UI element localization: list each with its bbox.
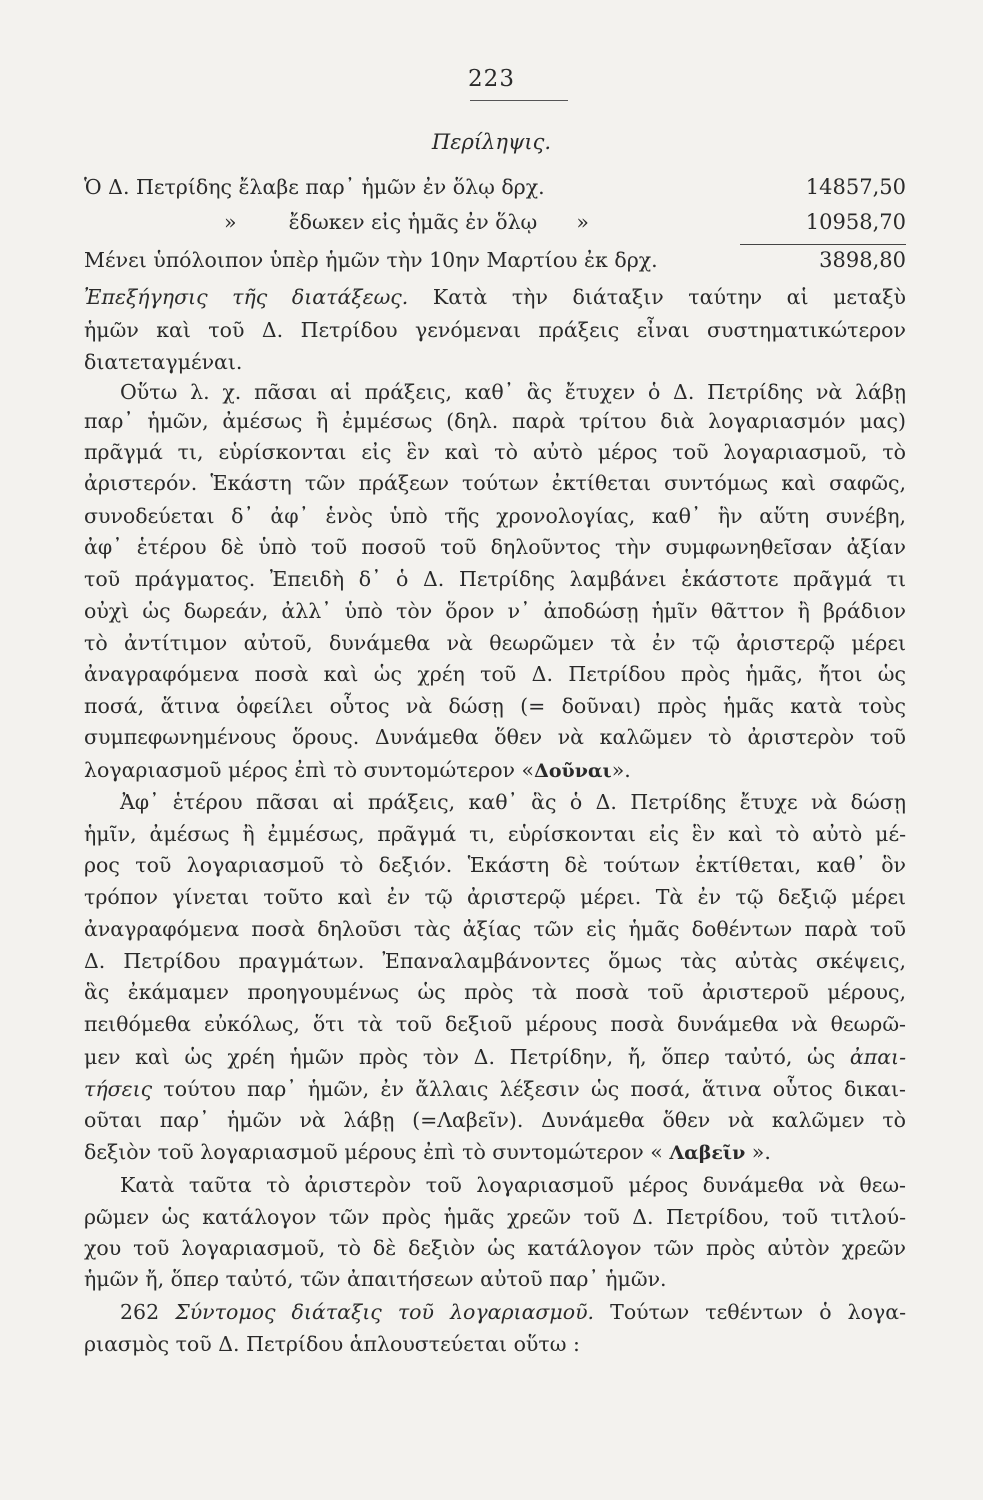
text-line: Ἀφ᾽ ἑτέρου πᾶσαι αἱ πράξεις, καθ᾽ ἃς ὁ Δ. Πετρίδης ἔτυχε νὰ δώσῃ [120,790,906,814]
text-line: συνοδεύεται δ᾽ ἀφ᾽ ἑνὸς ὑπὸ τῆς χρονολογίας, καθ᾽ ἣν αὕτη συνέβη, [84,504,906,528]
term-dounai: Δοῦναι [534,760,612,782]
summary-row-received [84,170,906,204]
summary-label: Μένει ὑπόλοιπον ὑπὲρ ἡμῶν τὴν 10ην Μαρτίου ἐκ δρχ. [84,248,658,272]
text-line: ἡμῶν ἤ, ὅπερ ταὐτό, τῶν ἀπαιτήσεων αὐτοῦ παρ᾽ ἡμῶν. [84,1267,667,1291]
text-line: τοῦ πράγματος. Ἐπειδὴ δ᾽ ὁ Δ. Πετρίδης λαμβάνει ἑκάστοτε πρᾶγμά τι [84,567,906,591]
text-line: ἡμῶν καὶ τοῦ Δ. Πετρίδου γενόμεναι πράξεις εἶναι συστηματικώτερον [84,318,906,342]
text-line: πρᾶγμά τι, εὑρίσκονται εἰς ἓν καὶ τὸ αὐτὸ μέρος τοῦ λογαριασμοῦ, τὸ [84,440,906,464]
summary-amount: 3898,80 [819,248,906,272]
summary-amount: 14857,50 [805,175,906,199]
summary-label: Ὁ Δ. Πετρίδης ἔλαβε παρ᾽ ἡμῶν ἐν ὅλῳ δρχ. [84,175,545,199]
text-line: μεν καὶ ὡς χρέη ἡμῶν πρὸς τὸν Δ. Πετρίδην, ἤ, ὅπερ ταὐτό, ὡς ἀπαι- [84,1045,906,1069]
text-line: Δ. Πετρίδου πραγμάτων. Ἐπαναλαμβάνοντες ὅμως τὰς αὐτὰς σκέψεις, [84,949,906,973]
text-line: ποσά, ἅτινα ὀφείλει οὗτος νὰ δώσῃ (= δοῦναι) πρὸς ἡμᾶς κατὰ τοὺς [84,694,906,718]
text-line: τήσεις τούτου παρ᾽ ἡμῶν, ἐν ἄλλαις λέξεσιν ὡς ποσά, ἅτινα οὗτος δικαι- [84,1077,906,1101]
text-line: ἀναγραφόμενα ποσὰ δηλοῦσι τὰς ἀξίας τῶν εἰς ἡμᾶς δοθέντων παρὰ τοῦ [84,917,906,941]
text-line: τρόπον γίνεται τοῦτο καὶ ἐν τῷ ἀριστερῷ μέρει. Τὰ ἐν τῷ δεξιῷ μέρει [84,885,906,909]
text-line: οῦται παρ᾽ ἡμῶν νὰ λάβῃ (=Λαβεῖν). Δυνάμεθα ὅθεν νὰ καλῶμεν τὸ [84,1108,906,1132]
text-line: συμπεφωνημένους ὅρους. Δυνάμεθα ὅθεν νὰ καλῶμεν τὸ ἀριστερὸν τοῦ [84,725,906,749]
page-number: 223 [468,66,515,92]
text-line: παρ᾽ ἡμῶν, ἀμέσως ἢ ἐμμέσως (δηλ. παρὰ τρίτου διὰ λογαριασμόν μας) [84,409,906,433]
text-line: Οὕτω λ. χ. πᾶσαι αἱ πράξεις, καθ᾽ ἃς ἔτυχεν ὁ Δ. Πετρίδης νὰ λάβῃ [120,380,906,404]
text-line: 262 Σύντομος διάταξις τοῦ λογαριασμοῦ. Τούτων τεθέντων ὁ λογα- [120,1300,906,1324]
text-line: ριασμὸς τοῦ Δ. Πετρίδου ἁπλουστεύεται οὕτω : [84,1332,580,1356]
text-line: χου τοῦ λογαριασμοῦ, τὸ δὲ δεξιὸν ὡς κατάλογον τῶν πρὸς αὐτὸν χρεῶν [84,1236,906,1260]
term-labein: Λαβεῖν [669,1142,746,1164]
text-line: διατεταγμέναι. [84,350,243,374]
section-number: 262 [120,1300,176,1324]
text-line: ἀριστερόν. Ἑκάστη τῶν πράξεων τούτων ἐκτίθεται συντόμως καὶ σαφῶς, [84,471,906,495]
text-line: ἀφ᾽ ἑτέρου δὲ ὑπὸ τοῦ ποσοῦ τοῦ δηλοῦντος τὴν συμφωνηθεῖσαν ἀξίαν [84,535,906,559]
section-heading: Περίληψις. [431,130,552,154]
text-line: Ἐπεξήγησις τῆς διατάξεως. Κατὰ τὴν διάταξιν ταύτην αἱ μεταξὺ [84,285,906,309]
text-line: ρῶμεν ὡς κατάλογον τῶν πρὸς ἡμᾶς χρεῶν τοῦ Δ. Πετρίδου, τοῦ τιτλού- [84,1205,906,1229]
text-line: ρος τοῦ λογαριασμοῦ τὸ δεξιόν. Ἑκάστη δὲ τούτων ἐκτίθεται, καθ᾽ ὃν [84,853,906,877]
text-line: τὸ ἀντίτιμον αὐτοῦ, δυνάμεθα νὰ θεωρῶμεν τὰ ἐν τῷ ἀριστερῷ μέρει [84,631,906,655]
page-number-rule [470,100,568,101]
summary-label: » ἔδωκεν εἰς ἡμᾶς ἐν ὅλῳ » [224,210,589,234]
text-line: λογαριασμοῦ μέρος ἐπὶ τὸ συντομώτερον «Δοῦναι». [84,758,631,782]
text-line: ἡμῖν, ἀμέσως ἢ ἐμμέσως, πρᾶγμά τι, εὑρίσκονται εἰς ἓν καὶ τὸ αὐτὸ μέ- [84,822,906,846]
text-line: πειθόμεθα εὐκόλως, ὅτι τὰ τοῦ δεξιοῦ μέρους ποσὰ δυνάμεθα νὰ θεωρῶ- [84,1012,906,1036]
summary-amount: 10958,70 [805,210,906,234]
summary-row-balance [84,243,906,277]
text-line: ἀναγραφόμενα ποσὰ καὶ ὡς χρέη τοῦ Δ. Πετρίδου πρὸς ἡμᾶς, ἤτοι ὡς [84,662,906,686]
text-line: δεξιὸν τοῦ λογαριασμοῦ μέρους ἐπὶ τὸ συντομώτερον « Λαβεῖν ». [84,1140,771,1164]
text-line: Κατὰ ταῦτα τὸ ἀριστερὸν τοῦ λογαριασμοῦ μέρος δυνάμεθα νὰ θεω- [120,1173,906,1197]
text-line: ἃς ἐκάμαμεν προηγουμένως ὡς πρὸς τὰ ποσὰ τοῦ ἀριστεροῦ μέρους, [84,980,906,1004]
text-line: οὐχὶ ὡς δωρεάν, ἀλλ᾽ ὑπὸ τὸν ὅρον ν᾽ ἀποδώσῃ ἡμῖν θᾶττον ἢ βράδιον [84,599,906,623]
summary-row-given [84,205,906,239]
